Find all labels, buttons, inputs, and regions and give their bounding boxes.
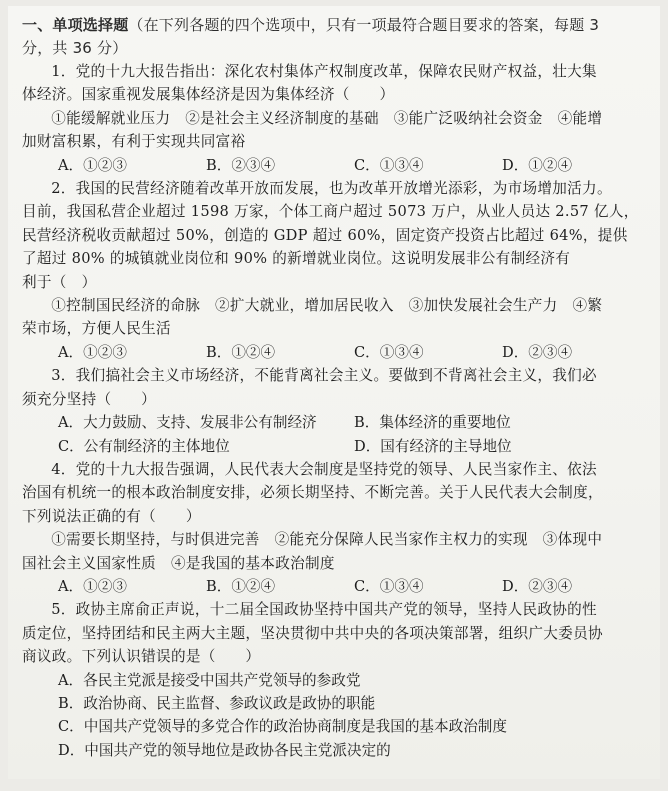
statement-line: 加财富积累，有利于实现共同富裕 [22, 133, 246, 151]
question-stem-line: 3．我们搞社会主义市场经济，不能背离社会主义。要做到不背离社会主义，我们必 [51, 367, 597, 385]
option-c: C．中国共产党领导的多党合作的政治协商制度是我国的基本政治制度 [58, 718, 507, 736]
answer-options-row [22, 435, 650, 458]
option-d: D．②③④ [502, 577, 573, 595]
option-d: D．中国共产党的领导地位是政协各民主党派决定的 [58, 741, 391, 759]
answer-options [22, 575, 650, 598]
statement-line: ①控制国民经济的命脉 ②扩大就业，增加居民收入 ③加快发展社会生产力 ④繁 [51, 297, 603, 315]
option-b: B．②③④ [206, 156, 276, 174]
option-c: C．公有制经济的主体地位 [58, 437, 230, 455]
question-1 [22, 60, 650, 177]
section-heading: 一、单项选择题 [22, 16, 129, 34]
question-stem-line: 5．政协主席俞正声说，十二届全国政协坚持中国共产党的领导，坚持人民政协的性 [51, 601, 597, 619]
option-b: B．集体经济的重要地位 [354, 414, 511, 432]
option-d: D．①②④ [502, 156, 573, 174]
question-stem-line: 质定位，坚持团结和民主两大主题，坚决贯彻中共中央的各项决策部署，组织广大委员协 [22, 624, 603, 642]
exam-page [8, 6, 660, 779]
question-stem-line: 体经济。国家重视发展集体经济是因为集体经济（ ） [22, 86, 395, 104]
section-instruction: （在下列各题的四个选项中，只有一项最符合题目要求的答案，每题 3 [128, 16, 600, 34]
question-stem-line: 了超过 80% 的城镇就业岗位和 90% 的新增就业岗位。这说明发展非公有制经济有 [22, 250, 571, 268]
option-d: D．②③④ [502, 343, 573, 361]
question-stem-line: 须充分坚持（ ） [22, 390, 157, 408]
question-stem-line: 民营经济税收贡献超过 50%，创造的 GDP 超过 60%，固定资产投资占比超过 64%，提供 [22, 226, 628, 244]
question-stem-line: 商议政。下列认识错误的是（ ） [22, 648, 261, 666]
option-c: C．①③④ [354, 577, 424, 595]
question-3 [22, 364, 650, 458]
question-5 [22, 598, 650, 762]
answer-options [22, 341, 650, 364]
question-stem-line: 治国有机统一的根本政治制度安排，必须长期坚持、不断完善。关于人民代表大会制度， [22, 484, 603, 502]
answer-options-row [22, 411, 650, 434]
statement-line: 荣市场，方便人民生活 [22, 320, 171, 338]
option-d: D．国有经济的主导地位 [354, 437, 512, 455]
section-score: 分，共 36 分） [22, 39, 128, 57]
question-stem-line: 利于（ ） [22, 273, 97, 291]
statement-line: 国社会主义国家性质 ④是我国的基本政治制度 [22, 554, 335, 572]
answer-options [22, 154, 650, 177]
option-a: A．①②③ [58, 156, 127, 174]
statement-line: ①能缓解就业压力 ②是社会主义经济制度的基础 ③能广泛吸纳社会资金 ④能增 [51, 109, 603, 127]
option-a: A．①②③ [58, 577, 127, 595]
option-c: C．①③④ [354, 156, 424, 174]
question-stem-line: 4．党的十九大报告强调，人民代表大会制度是坚持党的领导、人民当家作主、依法 [51, 460, 597, 478]
question-2 [22, 177, 650, 364]
question-stem-line: 下列说法正确的有（ ） [22, 507, 201, 525]
statement-line: ①需要长期坚持，与时俱进完善 ②能充分保障人民当家作主权力的实现 ③体现中 [51, 531, 603, 549]
option-c: C．①③④ [354, 343, 424, 361]
question-stem-line: 目前，我国私营企业超过 1598 万家，个体工商户超过 5073 万户，从业人员达 2.57 亿人， [22, 203, 639, 221]
question-4 [22, 458, 650, 598]
question-stem-line: 2．我国的民营经济随着改革开放而发展，也为改革开放增光添彩，为市场增加活力。 [51, 180, 612, 198]
option-a: A．各民主党派是接受中国共产党领导的参政党 [58, 671, 361, 689]
question-stem-line: 1．党的十九大报告指出：深化农村集体产权制度改革，保障农民财产权益，壮大集 [51, 63, 597, 80]
option-a: A．大力鼓励、支持、发展非公有制经济 [58, 414, 317, 432]
option-a: A．①②③ [58, 343, 127, 361]
section-header [22, 14, 650, 60]
option-b: B．①②④ [206, 577, 276, 595]
option-b: B．①②④ [206, 343, 276, 361]
option-b: B．政治协商、民主监督、参政议政是政协的职能 [58, 694, 376, 712]
